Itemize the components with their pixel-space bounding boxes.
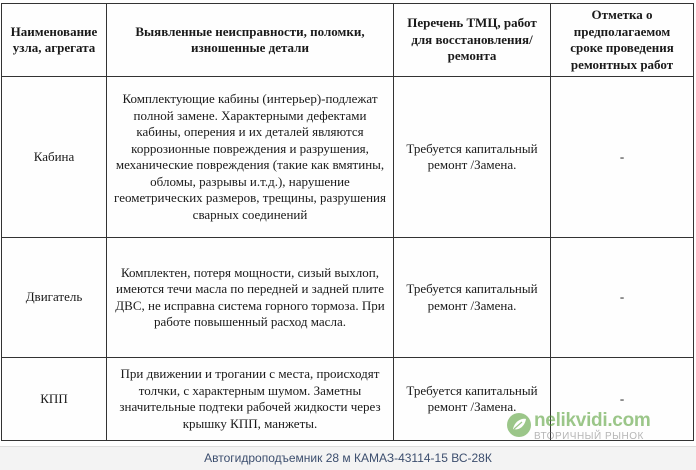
table-row	[2, 238, 694, 358]
row-works: Требуется капитальный ремонт /Замена.	[394, 238, 551, 358]
header-works: Перечень ТМЦ, работ для восстановления/ремонта	[394, 4, 551, 77]
row-defects: Комплектен, потеря мощности, сизый выхлоп, имеются течи масла по передней и задней плите ДВС, не исправна система горного тормоза. При работе повышенный расход масла.	[107, 238, 394, 358]
row-unit: КПП	[2, 358, 107, 441]
header-defects: Выявленные неисправности, поломки, изношенные детали	[107, 4, 394, 77]
row-works: Требуется капитальный ремонт /Замена.	[394, 77, 551, 238]
header-unit: Наименование узла, агрегата	[2, 4, 107, 77]
row-unit: Кабина	[2, 77, 107, 238]
row-mark: -	[551, 358, 694, 441]
table-header-row	[2, 4, 694, 77]
row-works: Требуется капитальный ремонт /Замена.	[394, 358, 551, 441]
watermark-brand: nelikvidi.com	[534, 410, 651, 431]
row-mark: -	[551, 77, 694, 238]
header-mark: Отметка о предполагаемом сроке проведения ремонтных работ	[551, 4, 694, 77]
row-defects: Комплектующие кабины (интерьер)-подлежат полной замене. Характерными дефектами кабины, оперения и их деталей являются коррозионные повреждения и разрушения, механические повреждения (такие как вмятины, обломы, разрывы и.т.д.), нарушение геометрических размеров, трещины, разрушения сварных соединений	[107, 77, 394, 238]
watermark-subtitle: ВТОРИЧНЫЙ РЫНОК	[534, 431, 644, 442]
row-mark: -	[551, 238, 694, 358]
caption-bar	[0, 446, 696, 470]
image-caption: Автогидроподъемник 28 м КАМАЗ-43114-15 ВС-28К	[204, 451, 492, 465]
defects-table	[1, 3, 694, 441]
leaf-icon	[506, 412, 532, 438]
row-unit: Двигатель	[2, 238, 107, 358]
table-row	[2, 77, 694, 238]
row-defects: При движении и трогании с места, происходят толчки, с характерным шумом. Заметны значительные подтеки рабочей жидкости через крышку КПП, манжеты.	[107, 358, 394, 441]
watermark-logo	[506, 410, 686, 446]
